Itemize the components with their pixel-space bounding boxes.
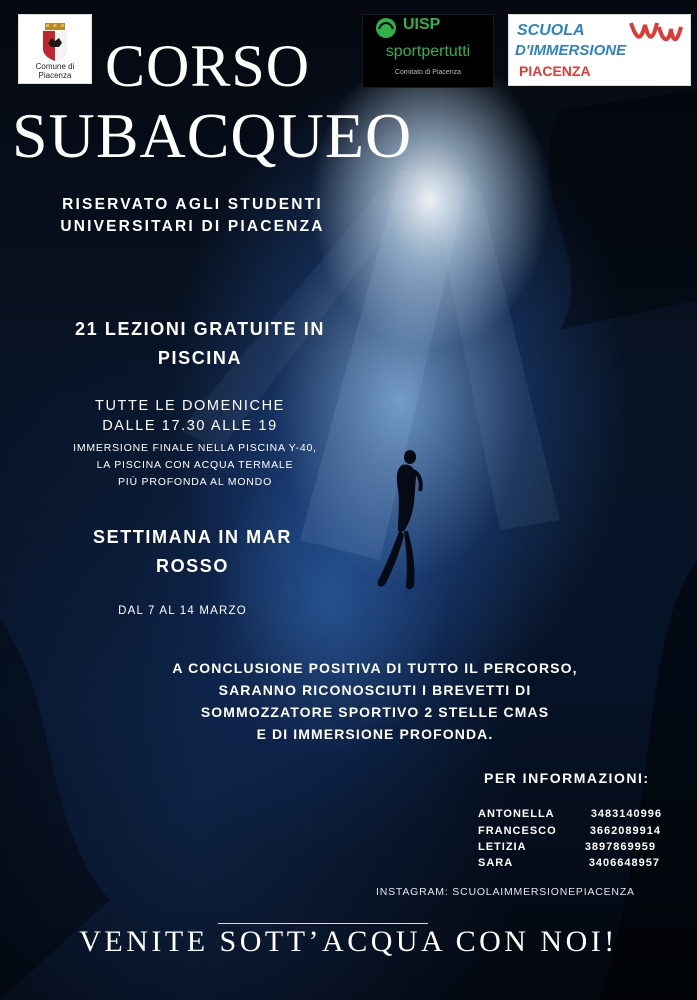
scuola-logo-line2: D'IMMERSIONE [515,42,627,59]
riservato-line1: RISERVATO AGLI STUDENTI [62,196,323,213]
immersione-line1: IMMERSIONE FINALE NELLA PISCINA Y-40, [73,442,317,454]
contact-phone: 3662089914 [589,825,661,837]
settimana-line1: SETTIMANA IN MAR [93,527,292,547]
contact-phone: 3483140996 [590,808,662,820]
uisp-logo [362,14,494,88]
uisp-mark-icon [373,17,399,39]
contact-phone: 3897869959 [584,841,656,853]
footer-divider [218,923,428,924]
contact-phone: 3406648957 [588,857,660,869]
uisp-tagline: sportpertutti [385,43,471,60]
domeniche-line2: DALLE 17.30 ALLE 19 [102,418,278,434]
conclusione-line1: A CONCLUSIONE POSITIVA DI TUTTO IL PERCORSO, [172,660,578,676]
scuola-immersione-logo [508,14,691,86]
instagram-handle: INSTAGRAM: SCUOLAIMMERSIONEPIACENZA [376,886,635,898]
riservato-line2: UNIVERSITARI DI PIACENZA [60,218,325,235]
scuola-logo-line1: SCUOLA [517,22,585,39]
contact-name: ANTONELLA [478,808,555,820]
scuola-logo-line3: PIACENZA [519,63,591,79]
lezioni-line2: PISCINA [157,348,243,368]
immersione-line3: PIÙ PROFONDA AL MONDO [117,476,273,488]
diver-silhouette [362,445,442,595]
comune-di-piacenza-logo [18,14,92,84]
contact-row [478,808,688,826]
divers-mark-icon [627,19,683,49]
contact-row [478,857,688,875]
contact-name: FRANCESCO [478,825,557,837]
footer-slogan: VENITE SOTT’ACQUA CON NOI! [79,925,618,958]
title-line2: SUBACQUEO [12,100,413,171]
settimana-line2: ROSSO [155,556,229,576]
uisp-subtitle: Comitato di Piacenza [394,69,462,76]
conclusione-block [110,657,640,745]
settimana-dates: DAL 7 AL 14 MARZO [118,605,247,617]
conclusione-line4: E DI IMMERSIONE PROFONDA. [256,726,494,742]
immersione-finale-block [30,440,360,491]
immersione-line2: LA PISCINA CON ACQUA TERMALE [96,459,294,471]
info-title: PER INFORMAZIONI: [484,770,650,786]
domeniche-block [40,396,340,436]
comune-name: Comune di Piacenza [35,62,75,80]
title-line1: CORSO [105,33,311,99]
uisp-brand: UISP [403,16,441,33]
settimana-block [30,523,355,581]
conclusione-line3: SOMMOZZATORE SPORTIVO 2 STELLE CMAS [200,704,550,720]
piacenza-crest-icon [41,23,69,61]
domeniche-line1: TUTTE LE DOMENICHE [95,398,285,414]
riservato-block [20,194,365,238]
conclusione-line2: SARANNO RICONOSCIUTI I BREVETTI DI [218,682,532,698]
lezioni-line1: 21 LEZIONI GRATUITE IN [75,319,325,339]
contact-name: SARA [478,857,514,869]
lezioni-block [20,315,380,373]
contact-name: LETIZIA [478,841,527,853]
